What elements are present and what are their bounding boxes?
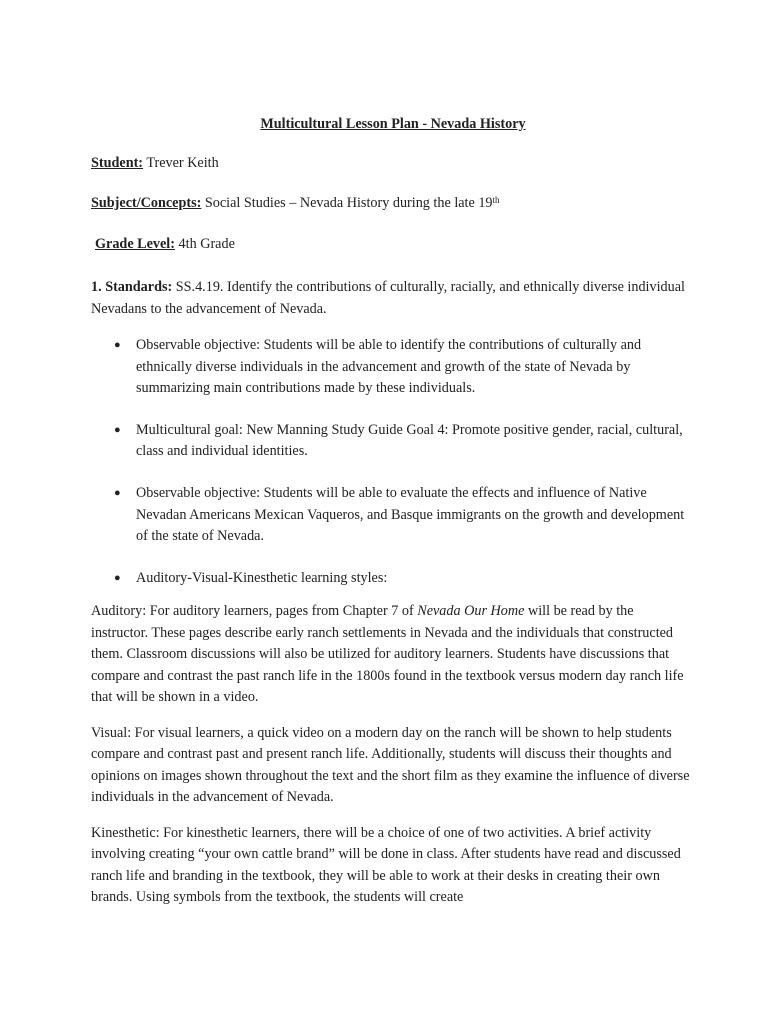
document-title: Multicultural Lesson Plan - Nevada History	[260, 116, 526, 132]
subject-value: Social Studies – Nevada History during the late 19	[201, 195, 493, 211]
list-item	[91, 568, 691, 590]
standards-paragraph	[91, 277, 691, 320]
auditory-text-end: will be read by the instructor. These pages describe early ranch settlements in Nevada and the individuals that constructed them. Classroom discussions will also be utilized for auditory learners. Students have discussions that compare and contrast the past ranch life in the 1800s found in the textbook versus modern day ranch life that will be shown in a video.	[91, 603, 684, 706]
grade-value: 4th Grade	[174, 236, 235, 252]
grade-line	[91, 234, 691, 254]
bullet-icon: ●	[114, 571, 121, 584]
subject-line	[91, 193, 691, 213]
list-item	[91, 420, 691, 463]
subject-superscript: th	[492, 195, 500, 205]
document-body	[91, 114, 691, 923]
list-item-text: Multicultural goal: New Manning Study Guide Goal 4: Promote positive gender, racial, cultural, class and individual identities.	[136, 421, 683, 460]
auditory-paragraph	[91, 601, 691, 709]
objectives-list	[91, 335, 691, 589]
subject-label: Subject/Concepts:	[91, 195, 202, 211]
list-item-text: Observable objective: Students will be able to identify the contributions of culturally and ethnically diverse individuals in the advancement and growth of the state of Nevada by summarizing main contributions made by these individuals.	[136, 337, 642, 397]
list-item	[91, 483, 691, 548]
bullet-icon: ●	[114, 486, 121, 499]
bullet-icon: ●	[114, 423, 121, 436]
list-item	[91, 335, 691, 400]
visual-paragraph: Visual: For visual learners, a quick video on a modern day on the ranch will be shown to help students compare and contrast past and present ranch life. Additionally, students will discuss their thoughts and opinions on images shown throughout the text and the short film as they examine the influence of diverse individuals in the advancement of Nevada.	[91, 724, 690, 806]
book-title: Nevada Our Home	[417, 603, 525, 620]
student-label: Student:	[91, 155, 144, 171]
auditory-text-start: Auditory: For auditory learners, pages from Chapter 7 of	[91, 603, 418, 620]
list-item-text: Observable objective: Students will be able to evaluate the effects and influence of Native Nevadan Americans Mexican Vaqueros, and Basque immigrants on the growth and development of the state of Nevada.	[136, 484, 685, 545]
standards-label: 1. Standards:	[91, 279, 173, 295]
standards-text: SS.4.19. Identify the contributions of culturally, racially, and ethnically diverse individual Nevadans to the advancement of Nevada.	[91, 279, 685, 317]
kinesthetic-paragraph: Kinesthetic: For kinesthetic learners, there will be a choice of one of two activities. A brief activity involving creating “your own cattle brand” will be done in class. After students have read and discussed ranch life and branding in the textbook, they will be able to work at their desks in creating their own brands. Using symbols from the textbook, the students will create	[91, 824, 681, 906]
bullet-icon: ●	[114, 339, 121, 351]
grade-label: Grade Level:	[95, 236, 175, 252]
student-value: Trever Keith	[143, 155, 219, 171]
list-item-text: Auditory-Visual-Kinesthetic learning styles:	[136, 569, 388, 586]
student-line	[91, 153, 691, 173]
